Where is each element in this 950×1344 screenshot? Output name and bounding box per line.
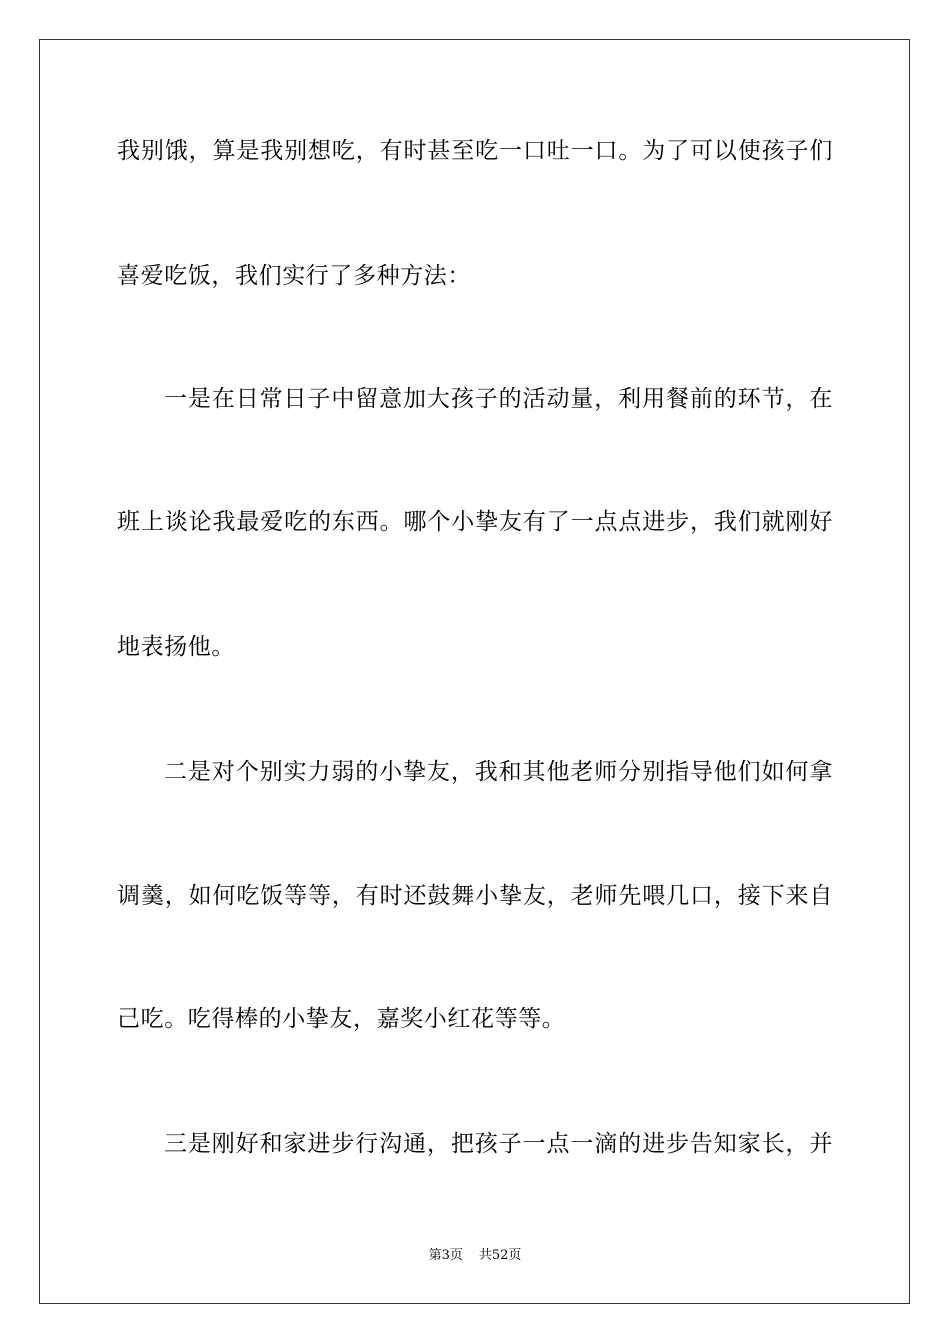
text-line: 调羹，如何吃饭等等，有时还鼓舞小挚友，老师先喂几口，接下来自 <box>117 883 833 909</box>
page-frame <box>39 39 910 1304</box>
text-line: 己吃。吃得棒的小挚友，嘉奖小红花等等。 <box>117 1006 566 1032</box>
text-line: 二是对个别实力弱的小挚友，我和其他老师分别指导他们如何拿 <box>164 759 833 785</box>
text-line: 我别饿，算是我别想吃，有时甚至吃一口吐一口。为了可以使孩子们 <box>117 138 833 164</box>
text-line: 地表扬他。 <box>117 634 235 660</box>
text-line: 三是刚好和家进步行沟通，把孩子一点一滴的进步告知家长，并 <box>164 1131 833 1157</box>
page-number: 第3页 <box>428 1248 463 1263</box>
text-line: 班上谈论我最爱吃的东西。哪个小挚友有了一点点进步，我们就刚好 <box>117 509 833 535</box>
text-line: 一是在日常日子中留意加大孩子的活动量，利用餐前的环节，在 <box>164 386 833 412</box>
page-total: 共52页 <box>478 1248 522 1263</box>
text-line: 喜爱吃饭，我们实行了多种方法： <box>117 263 471 289</box>
page-footer <box>0 1247 950 1265</box>
